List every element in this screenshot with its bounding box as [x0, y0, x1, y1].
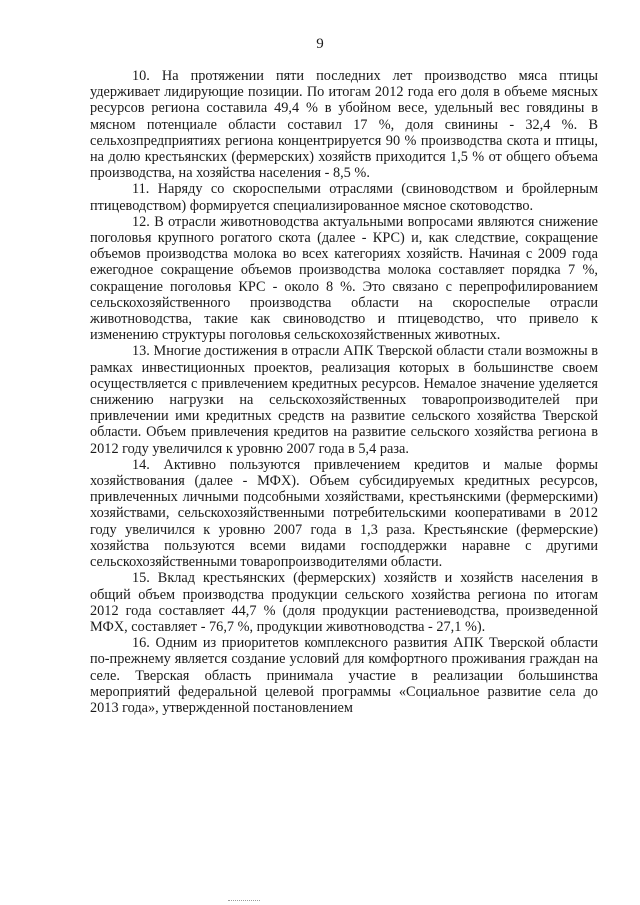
- page-number: 9: [316, 36, 324, 52]
- paragraph-11: 11. Наряду со скороспелыми отраслями (свиноводством и бройлерным птицеводством) формируется специализированное мясное скотоводство.: [90, 181, 598, 214]
- paragraph-10: 10. На протяжении пяти последних лет производство мяса птицы удерживает лидирующие позиции. По итогам 2012 года его доля в объеме мясных ресурсов региона составила 49,4 % в убойном весе, удельный вес говядины в мясном потенциале области составил 17 %, доля свинины - 32,4 %. В сельхозпредприятиях региона концентрируется 90 % производства скота и птицы, на долю крестьянских (фермерских) хозяйств приходится 1,5 % от общего объема производства, на хозяйства населения - 8,5 %.: [90, 68, 598, 182]
- scan-artifact-divider: [228, 900, 260, 902]
- paragraph-14: 14. Активно пользуются привлечением кредитов и малые формы хозяйствования (далее - МФХ). Объем субсидируемых кредитных ресурсов, привлеченных личными подсобными хозяйствами, крестьянскими (фермерскими) хозяйствами, сельскохозяйственными потребительскими кооперативами в 2012 году увеличился к уровню 2007 года в 1,3 раза. Крестьянские (фермерские) хозяйства пользуются всеми видами господдержки наравне с другими сельскохозяйственными товаропроизводителями области.: [90, 456, 598, 571]
- paragraph-13: 13. Многие достижения в отрасли АПК Тверской области стали возможны в рамках инвестиционных проектов, реализация которых в большинстве своем осуществляется с привлечением кредитных ресурсов. Немалое значение уделяется снижению нагрузки на сельскохозяйственных товаропроизводителей при привлечении ими кредитных средств на развитие сельского хозяйства Тверской области. Объем привлечения кредитов на развитие сельского хозяйства региона в 2012 году увеличился к уровню 2007 года в 5,4 раза.: [90, 343, 598, 457]
- paragraph-12: 12. В отрасли животноводства актуальными вопросами являются снижение поголовья крупного рогатого скота (далее - КРС) и, как следствие, сокращение объемов производства молока во всех категориях хозяйств. Начиная с 2009 года ежегодное сокращение объемов производства молока составляет порядка 7 %, сокращение поголовья КРС - около 8 %. Это связано с перепрофилированием сельскохозяйственного производства области на скороспелые отрасли животноводства, такие как свиноводство и птицеводство, что привело к изменению структуры поголовья сельскохозяйственных животных.: [90, 213, 598, 344]
- document-body: [90, 68, 598, 716]
- paragraph-16: 16. Одним из приоритетов комплексного развития АПК Тверской области по-прежнему является создание условий для комфортного проживания граждан на селе. Тверская область принимала участие в реализации большинства мероприятий федеральной целевой программы «Социальное развитие села до 2013 года», утвержденной постановлением: [90, 635, 598, 716]
- paragraph-15: 15. Вклад крестьянских (фермерских) хозяйств и хозяйств населения в общий объем производства продукции сельского хозяйства региона по итогам 2012 года составляет 44,7 % (доля продукции растениеводства, произведенной МФХ, составляет - 76,7 %, продукции животноводства - 27,1 %).: [90, 570, 598, 635]
